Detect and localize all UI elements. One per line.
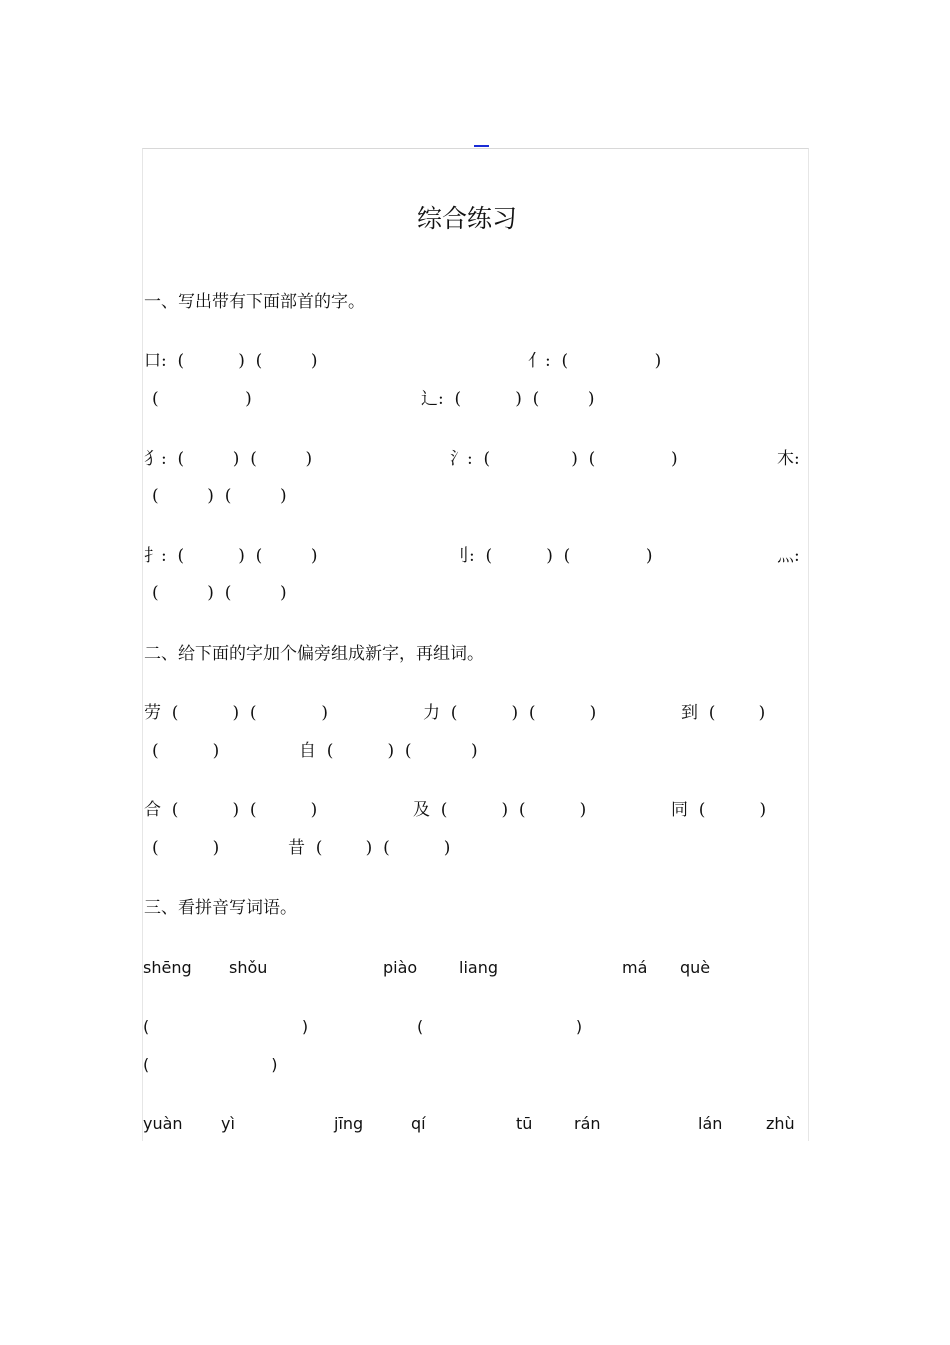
section3-heading: 三、看拼音写词语。 xyxy=(144,898,297,918)
pinyin: shǒu xyxy=(229,958,268,977)
section2-heading: 二、给下面的字加个偏旁组成新字，再组词。 xyxy=(144,644,484,664)
section1-heading: 一、写出带有下面部首的字。 xyxy=(144,292,365,312)
radical-dao-line: 刂: ( ) ( ) xyxy=(452,546,653,566)
char-dao-cont: ( ) xyxy=(152,741,220,761)
pinyin: lán xyxy=(698,1114,723,1133)
answer-blank: ( ) xyxy=(143,1055,278,1074)
radical-chuo-line: 辶: ( ) ( ) xyxy=(421,389,595,409)
char-lao-line: 劳 ( ) ( ) xyxy=(144,703,329,723)
pinyin: qí xyxy=(411,1114,426,1133)
radical-huo-label: 灬: xyxy=(777,546,800,566)
char-zi-line: 自 ( ) ( ) xyxy=(299,741,478,761)
top-marker xyxy=(474,145,489,147)
pinyin: piào xyxy=(383,958,418,977)
radical-shui-line: 氵: ( ) ( ) xyxy=(450,449,678,469)
pinyin: má xyxy=(622,958,648,977)
pinyin: jīng xyxy=(334,1114,364,1133)
char-li-line: 力 ( ) ( ) xyxy=(423,703,597,723)
radical-ren-cont: ( ) xyxy=(152,389,252,409)
page-title: 综合练习 xyxy=(417,204,518,233)
char-xi-line: 昔 ( ) ( ) xyxy=(288,838,451,858)
radical-mu-label: 木: xyxy=(777,449,800,469)
radical-quan-line: 犭: ( ) ( ) xyxy=(144,449,313,469)
pinyin: yuàn xyxy=(143,1114,183,1133)
radical-shou-line: 扌: ( ) ( ) xyxy=(144,546,318,566)
pinyin: zhù xyxy=(766,1114,795,1133)
radical-mu-cont: ( ) ( ) xyxy=(152,486,287,506)
char-ji-line: 及 ( ) ( ) xyxy=(413,800,587,820)
radical-ren-line: 亻: ( ) xyxy=(528,351,662,371)
char-dao-line: 到 ( ) xyxy=(681,703,766,723)
char-tong-line: 同 ( ) xyxy=(671,800,767,820)
pinyin: rán xyxy=(574,1114,601,1133)
pinyin: tū xyxy=(516,1114,533,1133)
pinyin: liang xyxy=(459,958,498,977)
pinyin: què xyxy=(680,958,711,977)
radical-kou-line: 口: ( ) ( ) xyxy=(144,351,318,371)
pinyin: shēng xyxy=(143,958,192,977)
char-he-line: 合 ( ) ( ) xyxy=(144,800,318,820)
answer-blank: ( ) xyxy=(417,1017,583,1036)
pinyin: yì xyxy=(221,1114,235,1133)
radical-huo-cont: ( ) ( ) xyxy=(152,583,287,603)
answer-blank: ( ) xyxy=(143,1017,309,1036)
char-tong-cont: ( ) xyxy=(152,838,220,858)
